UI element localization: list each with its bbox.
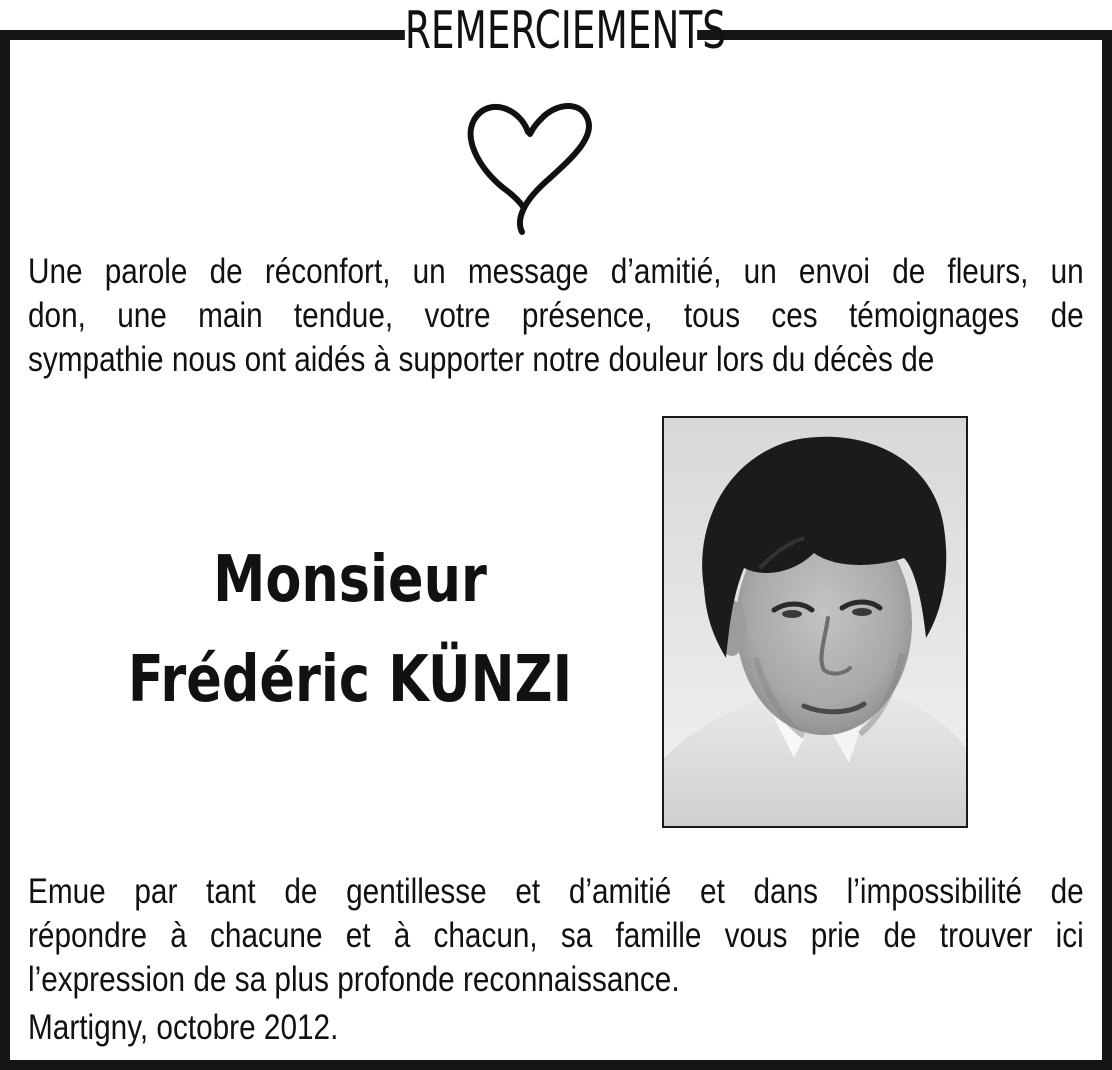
- deceased-name-block: [120, 530, 579, 730]
- portrait-photo: [662, 416, 968, 828]
- heart-icon: [464, 98, 594, 236]
- closing-line: Emue par tant de gentillesse et d’amitié et dans l’impossibilité de: [28, 872, 1084, 911]
- closing-line: l’expression de sa plus profonde reconnaissance.: [28, 960, 680, 999]
- deceased-title: Monsieur: [213, 543, 487, 617]
- intro-line: Une parole de réconfort, un message d’amitié, un envoi de fleurs, un: [28, 252, 1084, 291]
- deceased-name: Frédéric KÜNZI: [127, 643, 573, 717]
- closing-line: répondre à chacune et à chacun, sa famille vous prie de trouver ici: [28, 916, 1084, 955]
- closing-paragraph: [28, 870, 1084, 1002]
- intro-paragraph: [28, 250, 1084, 382]
- notice-title: REMERCIEMENTS: [404, 1, 727, 61]
- place-date: Martigny, octobre 2012.: [28, 1008, 339, 1047]
- intro-line: don, une main tendue, votre présence, tous ces témoignages de: [28, 296, 1084, 335]
- intro-line: sympathie nous ont aidés à supporter notre douleur lors du décès de: [28, 340, 935, 379]
